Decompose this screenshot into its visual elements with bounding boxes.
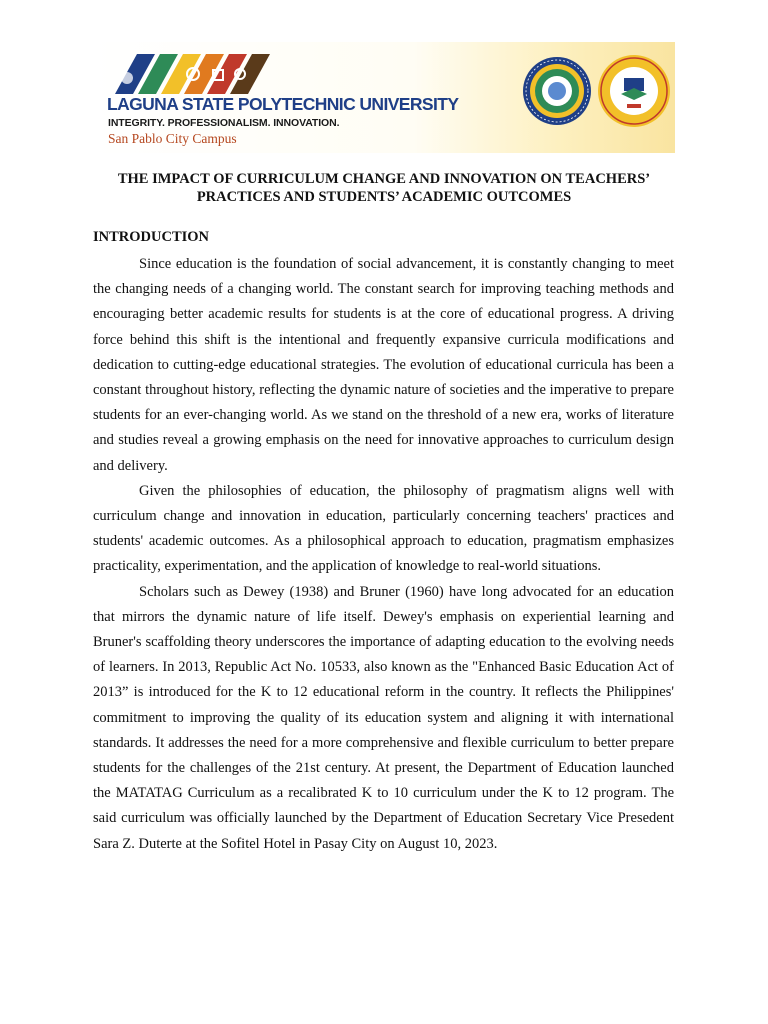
document-title: THE IMPACT OF CURRICULUM CHANGE AND INNOVATION ON TEACHERS’ PRACTICES AND STUDENTS’ ACADEMIC OUTCOMES — [117, 171, 651, 205]
university-name: LAGUNA STATE POLYTECHNIC UNIVERSITY — [107, 94, 459, 114]
paragraph: Scholars such as Dewey (1938) and Bruner (1960) have long advocated for an education that mirrors the dynamic nature of life itself. Dewey's emphasis on experiential learning and Bruner's scaffolding theory underscores the importance of adapting education to the evolving needs of learners. In 2013, Republic Act No. 10533, also known as the "Enhanced Basic Education Act of 2013” is introduced for the K to 12 educational reform in the country. It reflects the Philippines' commitment to improving the quality of its education system and aligning it with international standards. It addresses the need for a more comprehensive and flexible curriculum to better prepare students for the challenges of the 21st century. At present, the Department of Education launched the MATATAG Curriculum as a recalibrated K to 10 curriculum under the K to 12 program. The said curriculum was officially launched by the Department of Education Secretary Vice Presedent Sara Z. Duterte at the Sofitel Hotel in Pasay City on August 10, 2023. — [93, 583, 674, 852]
campus-name: San Pablo City Campus — [108, 131, 237, 146]
college-seal-icon — [597, 54, 671, 128]
university-seal-icon — [522, 56, 592, 126]
header-banner — [93, 42, 675, 153]
paragraph: Since education is the foundation of social advancement, it is constantly changing to meet the changing needs of a changing world. The constant search for improving teaching methods and encouraging better academic results for students is at the core of educational progress. A driving force behind this shift is the intentional and frequently expansive curricula modifications and dedication to cutting-edge educational strategies. The evolution of educational curricula has been a constant throughout history, reflecting the dynamic nature of societies and the imperative to prepare students for an ever-changing world. As we stand on the threshold of a new era, works of literature and studies reveal a growing emphasis on the need for innovative approaches to curriculum design and delivery. — [93, 256, 674, 474]
document-body — [93, 252, 674, 857]
university-logo-stripes-icon — [105, 54, 275, 94]
university-motto: INTEGRITY. PROFESSIONALISM. INNOVATION. — [108, 117, 340, 129]
paragraph: Given the philosophies of education, the philosophy of pragmatism aligns well with curriculum change and innovation in education, particularly concerning teachers' practices and students' academic outcomes. As a philosophical approach to education, pragmatism emphasizes practicality, experimentation, and the application of knowledge to real-world situations. — [93, 482, 674, 575]
section-heading: INTRODUCTION — [93, 229, 210, 245]
